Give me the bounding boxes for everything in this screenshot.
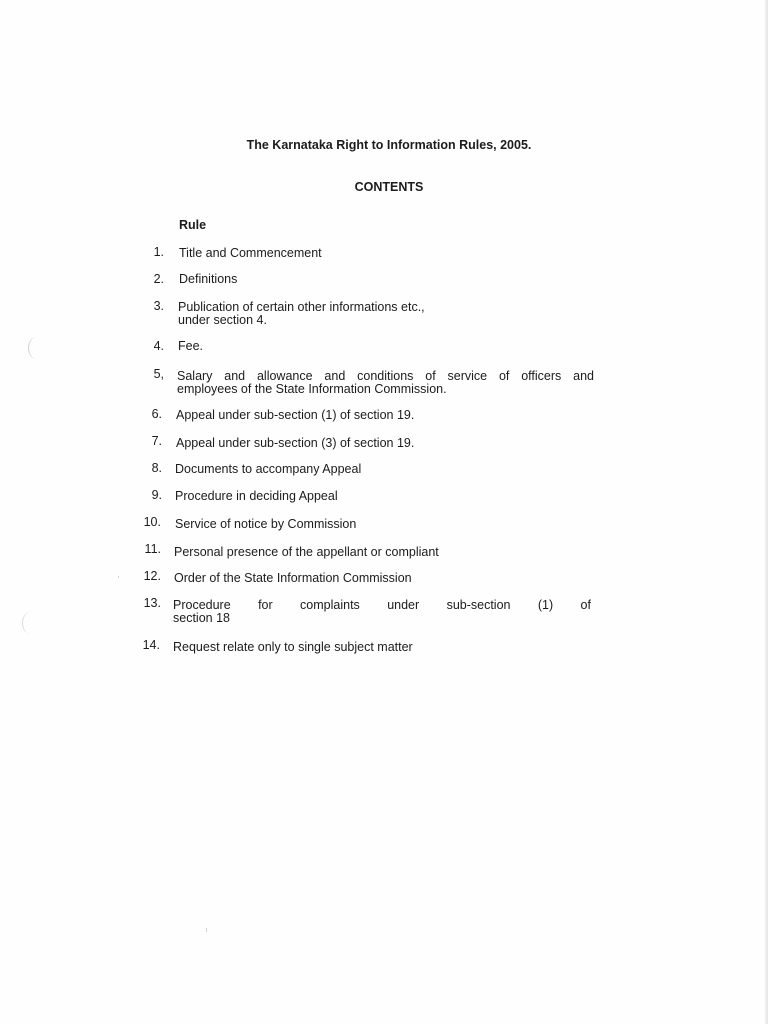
- entry-number: 9.: [151, 488, 162, 502]
- entry-title-continued: under section 4.: [178, 313, 267, 327]
- entry-number: 13.: [143, 596, 161, 610]
- entry-title: Publication of certain other informations etc.,: [178, 300, 425, 314]
- entry-title: Appeal under sub-section (3) of section 19.: [176, 436, 415, 450]
- entry-title-continued: employees of the State Information Commission.: [177, 382, 447, 396]
- entry-number: 11.: [144, 542, 161, 556]
- entry-title: Salary and allowance and conditions of service of officers and: [177, 369, 594, 383]
- entry-title: Documents to accompany Appeal: [175, 462, 362, 476]
- entry-number: 10.: [143, 515, 161, 529]
- contents-heading: CONTENTS: [354, 180, 424, 194]
- entry-number: 7.: [151, 434, 162, 448]
- entry-title: Service of notice by Commission: [175, 517, 357, 531]
- entry-title-continued: section 18: [173, 611, 230, 625]
- entry-title: Procedure in deciding Appeal: [175, 489, 338, 503]
- entry-title: Order of the State Information Commission: [174, 571, 412, 585]
- entry-title: Title and Commencement: [179, 246, 322, 260]
- punch-hole-mark-bottom: [22, 612, 39, 634]
- scan-speck: [118, 576, 119, 578]
- scan-speck: [206, 928, 207, 932]
- entry-title: Personal presence of the appellant or compliant: [174, 545, 439, 559]
- entry-title: Definitions: [179, 272, 238, 286]
- entry-number: 12.: [143, 569, 161, 583]
- entry-number: 14.: [142, 638, 160, 652]
- punch-hole-mark-top: [28, 337, 45, 359]
- entry-title: Fee.: [178, 339, 204, 353]
- entry-number: 1.: [153, 245, 164, 259]
- entry-title: Procedure for complaints under sub-section (1) of: [173, 598, 591, 612]
- entry-title: Appeal under sub-section (1) of section 19.: [176, 408, 415, 422]
- entry-number: 6.: [151, 407, 162, 421]
- entry-title: Request relate only to single subject matter: [173, 640, 413, 654]
- entry-number: 3.: [153, 299, 164, 313]
- entry-number: 2.: [153, 272, 164, 286]
- entry-number: 4.: [153, 339, 164, 353]
- entry-number: 8.: [151, 461, 162, 475]
- document-title: The Karnataka Right to Information Rules, 2005.: [246, 138, 532, 152]
- rule-column-heading: Rule: [179, 218, 207, 232]
- entry-number: 5,: [153, 367, 164, 381]
